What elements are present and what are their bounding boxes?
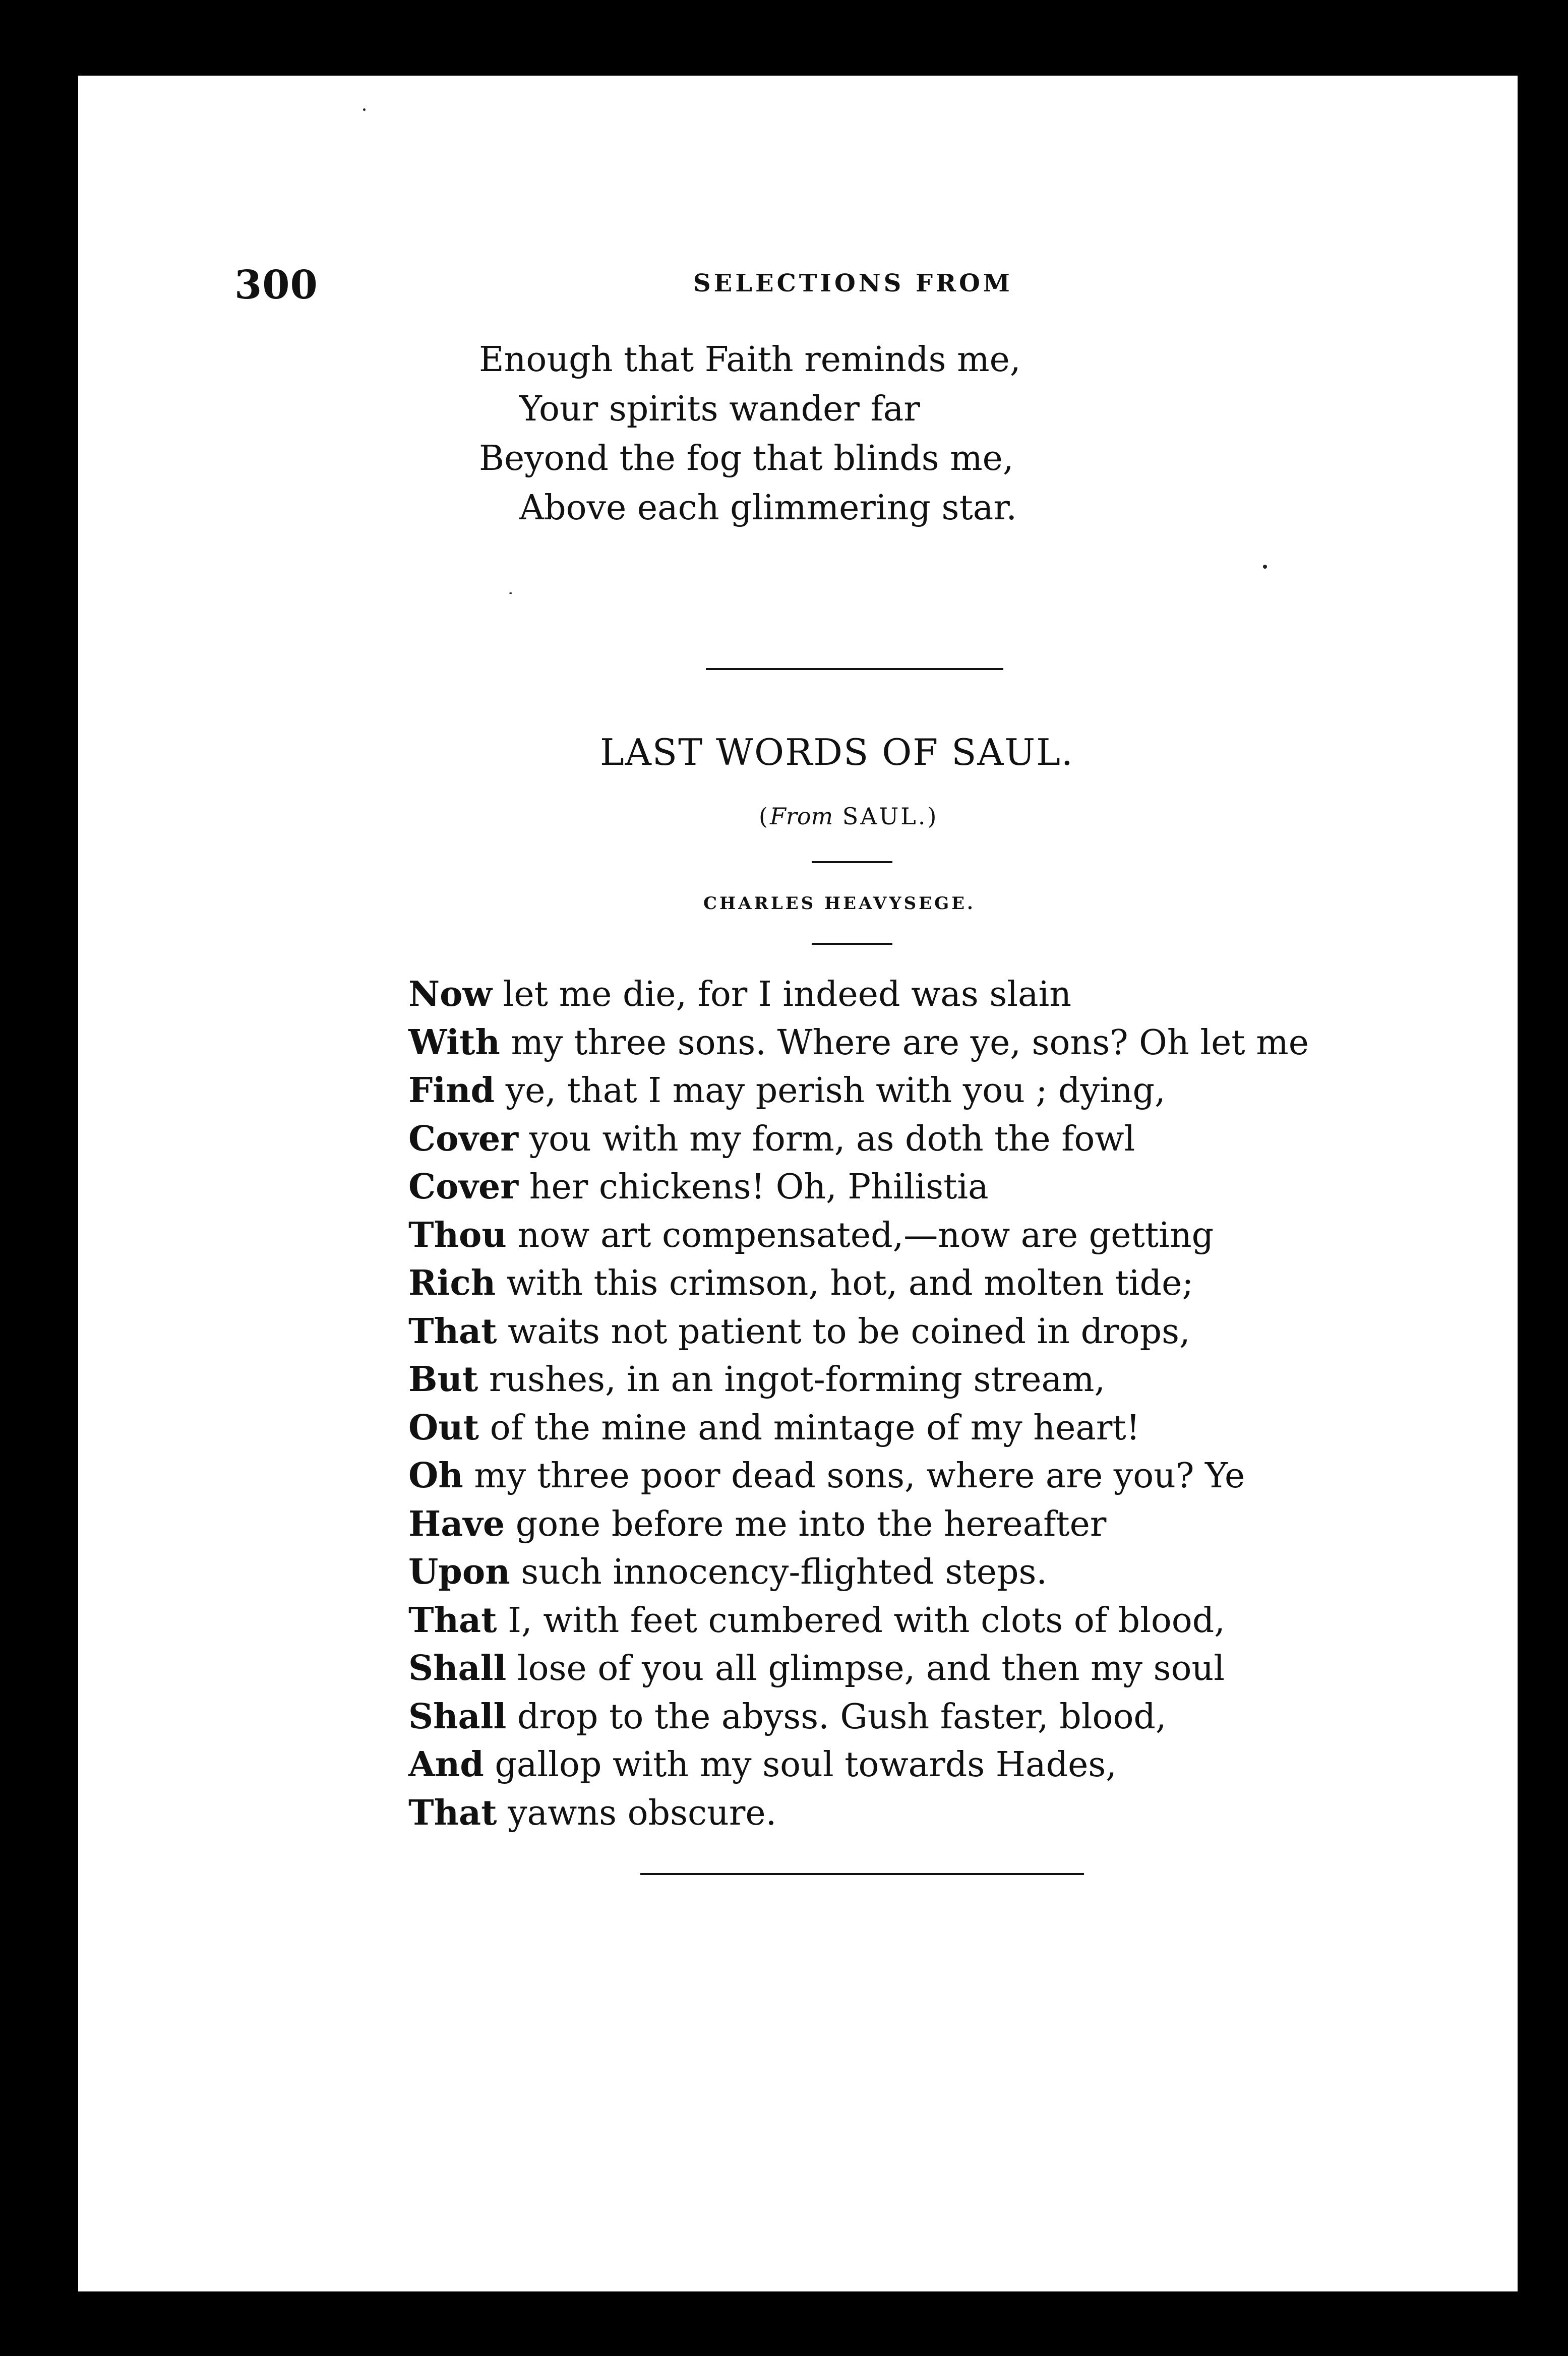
line-first-word: Oh [408, 1456, 463, 1496]
short-rule [812, 861, 892, 863]
poem-line [408, 1789, 1309, 1838]
source-open: ( [759, 803, 770, 830]
poem-title: LAST WORDS OF SAUL. [600, 731, 1074, 773]
line-rest: gone before me into the hereafter [505, 1504, 1107, 1544]
poem-line [408, 1645, 1309, 1693]
line-first-word: That [408, 1792, 497, 1833]
line-first-word: Out [408, 1407, 479, 1448]
poem-line [408, 1212, 1309, 1260]
poem-line [408, 1404, 1309, 1453]
line-rest: waits not patient to be coined in drops, [497, 1311, 1190, 1352]
line-rest: of the mine and mintage of my heart! [479, 1408, 1140, 1448]
line-rest: you with my form, as doth the fowl [518, 1119, 1135, 1159]
line-rest: her chickens! Oh, Philistia [518, 1167, 989, 1207]
poem-line [408, 1019, 1309, 1067]
stanza-line: Enough that Faith reminds me, [479, 340, 1021, 380]
poem-line [408, 1693, 1309, 1741]
short-rule [812, 943, 892, 945]
running-head: SELECTIONS FROM [693, 269, 1013, 297]
line-rest: let me die, for I indeed was slain [492, 975, 1072, 1014]
closing-stanza [479, 335, 1020, 533]
page-number: 300 [234, 262, 318, 308]
line-first-word: Shall [408, 1696, 507, 1737]
line-first-word: With [408, 1022, 500, 1063]
line-rest: ye, that I may perish with you ; dying, [495, 1071, 1166, 1111]
end-rule [640, 1873, 1084, 1875]
line-rest: gallop with my soul towards Hades, [484, 1745, 1117, 1785]
source-from: From [769, 803, 833, 830]
line-first-word: Thou [408, 1215, 507, 1255]
line-first-word: And [408, 1744, 484, 1785]
line-first-word: That [408, 1311, 497, 1352]
poem-line [408, 1597, 1309, 1645]
line-rest: my three poor dead sons, where are you? Ye [463, 1456, 1245, 1496]
poem-line [408, 1259, 1309, 1308]
poem-line [408, 1500, 1309, 1549]
line-first-word: But [408, 1359, 478, 1400]
source-work: SAUL.) [833, 803, 939, 830]
line-rest: I, with feet cumbered with clots of blood, [497, 1600, 1225, 1641]
line-rest: now art compensated,—now are getting [506, 1215, 1214, 1255]
ink-speck [363, 108, 366, 111]
line-first-word: Now [408, 974, 493, 1014]
poem-line [408, 971, 1309, 1019]
poem-line [408, 1741, 1309, 1789]
line-rest: with this crimson, hot, and molten tide; [496, 1263, 1194, 1303]
line-rest: lose of you all glimpse, and then my soul [506, 1649, 1225, 1688]
line-first-word: Find [408, 1070, 495, 1111]
stanza-line: Above each glimmering star. [519, 488, 1017, 528]
stanza-line: Your spirits wander far [519, 389, 920, 429]
poem-line [408, 1308, 1309, 1356]
poem-line [408, 1163, 1309, 1212]
line-first-word: Have [408, 1503, 505, 1544]
poem-source [759, 803, 938, 830]
line-rest: rushes, in an ingot-forming stream, [478, 1360, 1106, 1400]
line-rest: drop to the abyss. Gush faster, blood, [506, 1697, 1167, 1737]
poem-line [408, 1067, 1309, 1115]
line-first-word: Upon [408, 1552, 510, 1592]
poem-author: CHARLES HEAVYSEGE. [703, 893, 976, 914]
poem-line [408, 1356, 1309, 1404]
line-first-word: Cover [408, 1118, 519, 1159]
stanza-line: Beyond the fog that blinds me, [479, 439, 1014, 478]
line-first-word: Cover [408, 1167, 519, 1207]
line-rest: my three sons. Where are ye, sons? Oh let me [500, 1022, 1309, 1063]
poem-body [408, 971, 1309, 1837]
line-first-word: Rich [408, 1263, 496, 1303]
line-rest: such innocency-flighted steps. [510, 1552, 1047, 1592]
line-rest: yawns obscure. [497, 1793, 777, 1833]
poem-line [408, 1452, 1309, 1500]
ink-speck [1263, 565, 1267, 569]
ink-speck [509, 592, 512, 594]
section-divider [706, 668, 1003, 670]
line-first-word: That [408, 1600, 497, 1641]
line-first-word: Shall [408, 1648, 507, 1688]
poem-line [408, 1115, 1309, 1164]
poem-line [408, 1548, 1309, 1597]
